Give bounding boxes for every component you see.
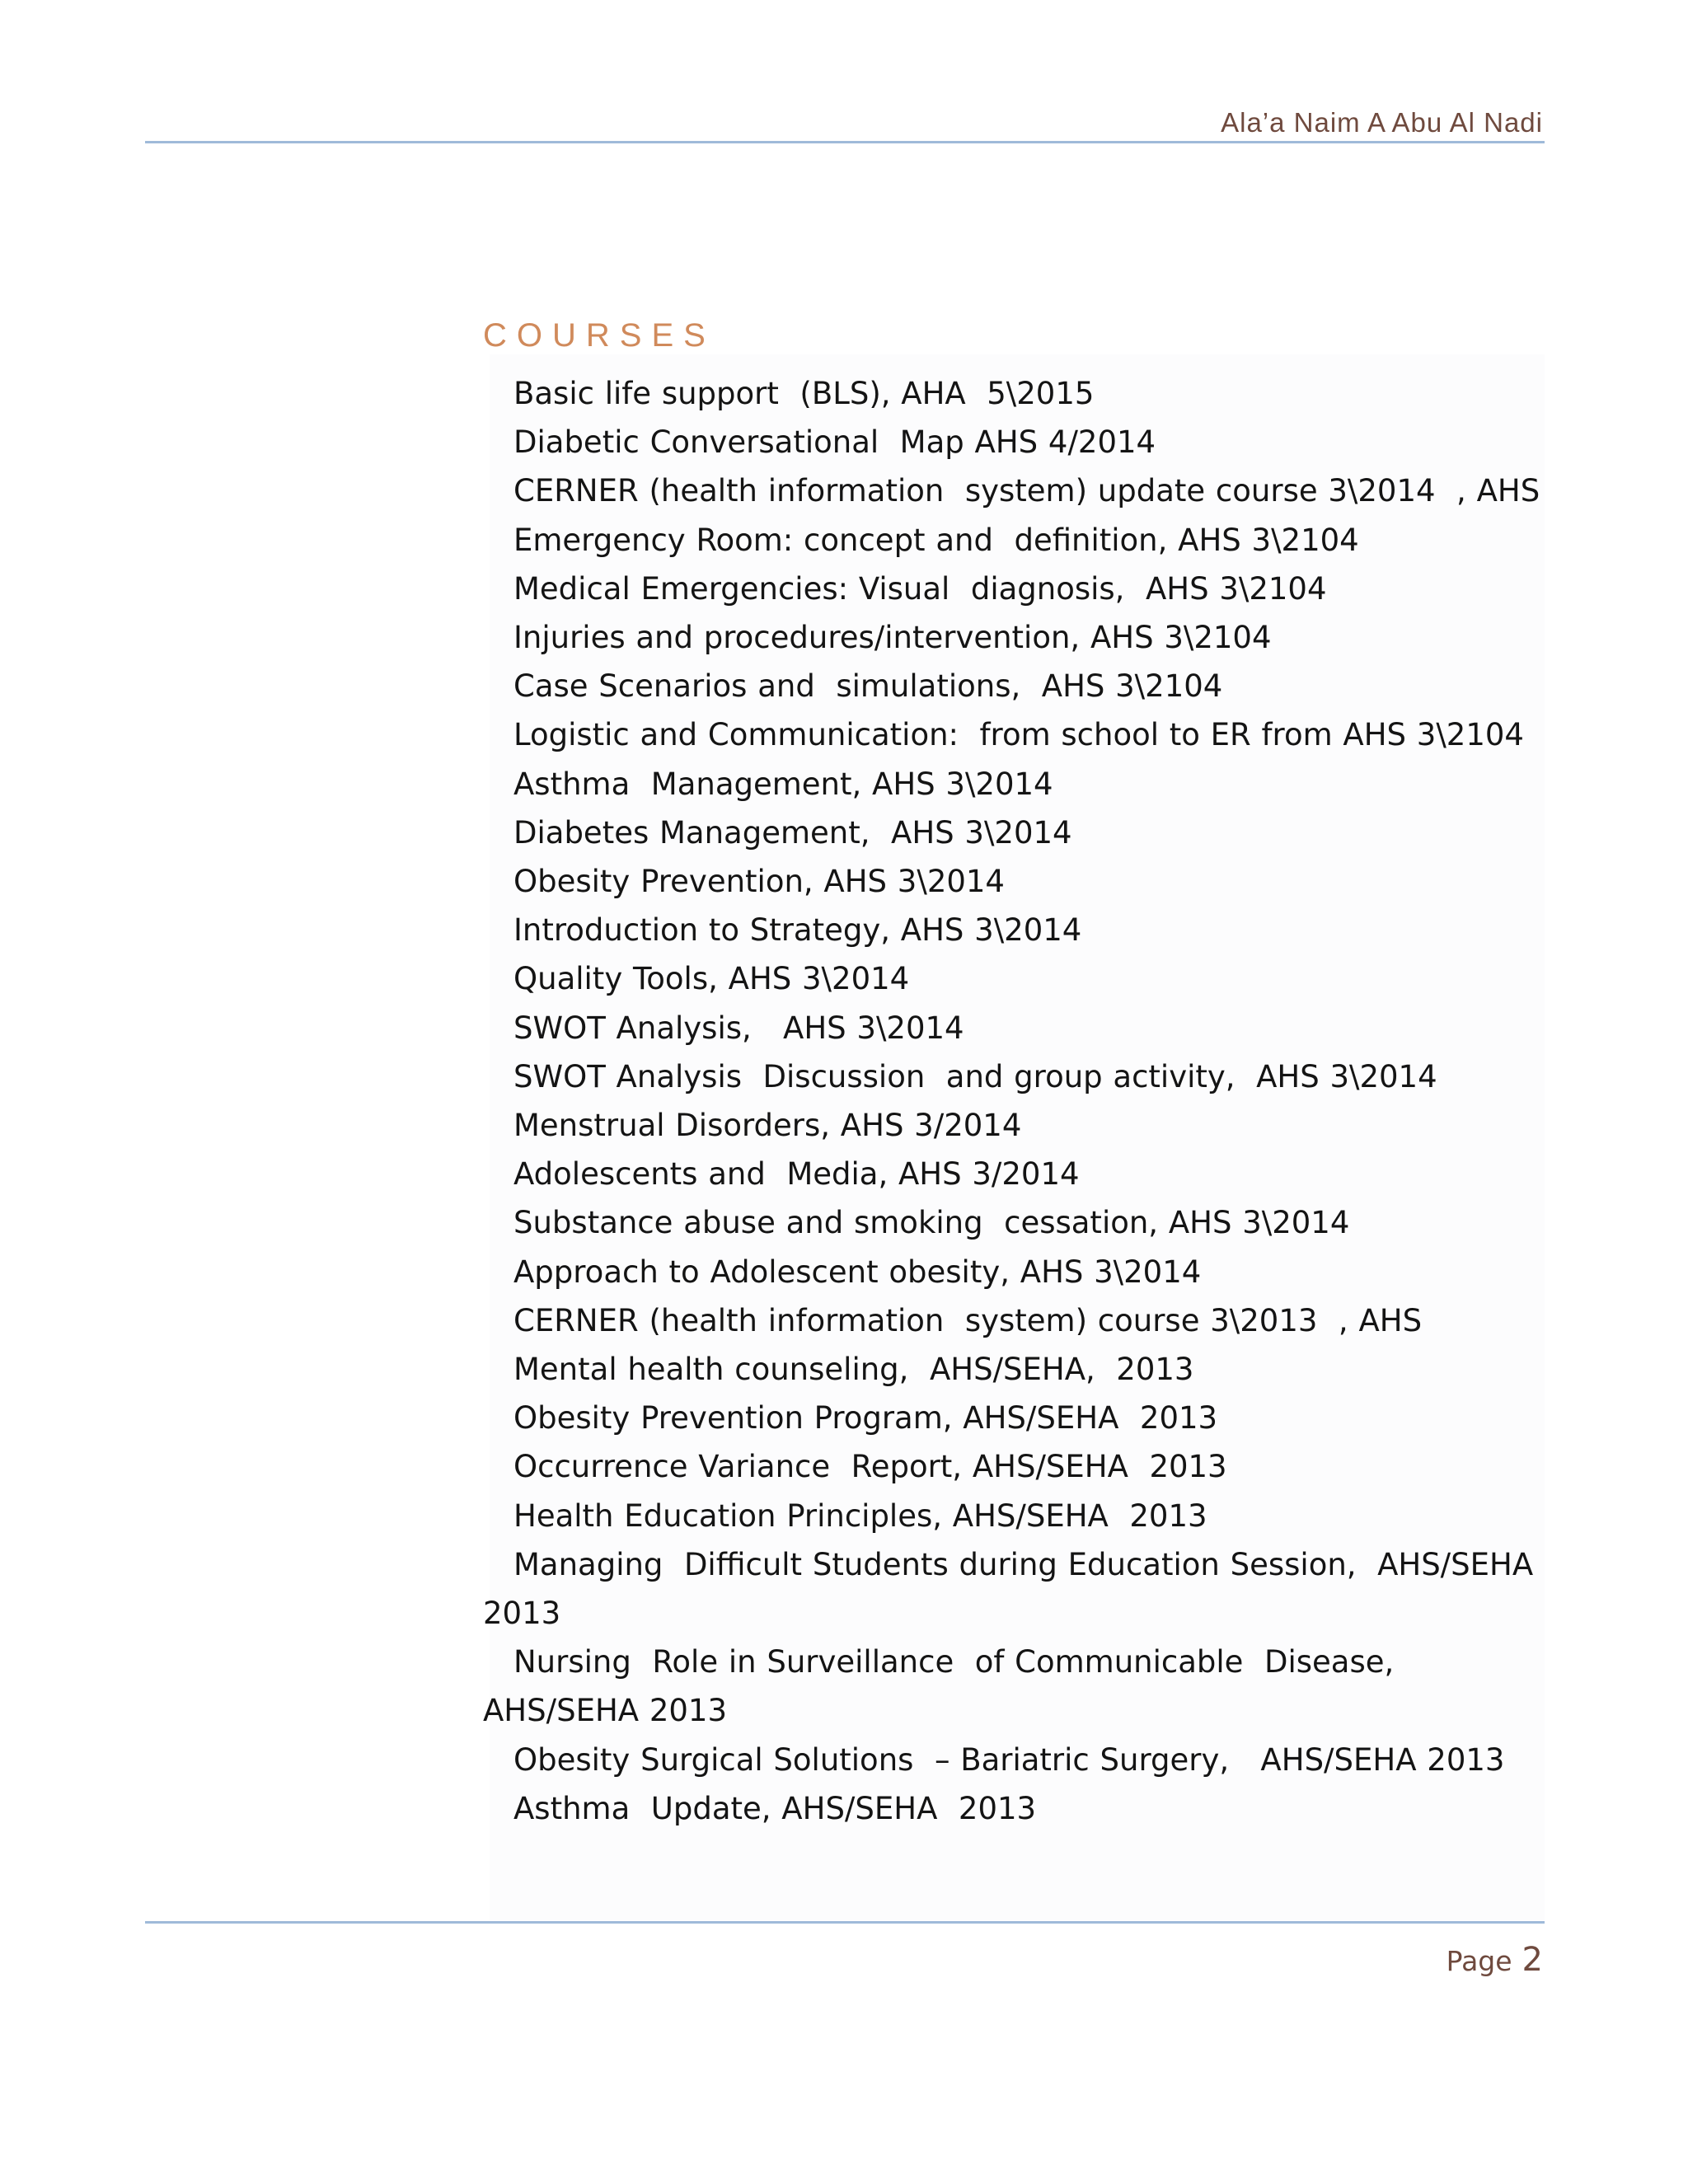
- course-item: Case Scenarios and simulations, AHS 3\2104: [513, 668, 1223, 705]
- course-item: Diabetes Management, AHS 3\2014: [513, 814, 1072, 851]
- course-item: Health Education Principles, AHS/SEHA 2013: [513, 1497, 1207, 1534]
- page-number: [1447, 1941, 1543, 1979]
- courses-list: [483, 369, 1554, 1833]
- section-title: COURSES: [483, 317, 715, 354]
- course-item: CERNER (health information system) course 3\2013 , AHS: [513, 1302, 1423, 1338]
- course-item: Occurrence Variance Report, AHS/SEHA 2013: [513, 1449, 1227, 1485]
- course-item: SWOT Analysis Discussion and group activity, AHS 3\2014: [513, 1058, 1437, 1094]
- course-item: Injuries and procedures/intervention, AHS 3\2104: [513, 620, 1272, 656]
- course-item: Substance abuse and smoking cessation, AHS 3\2014: [513, 1205, 1350, 1241]
- course-item: Emergency Room: concept and definition, AHS 3\2104: [513, 522, 1359, 558]
- course-item: Mental health counseling, AHS/SEHA, 2013: [513, 1352, 1194, 1388]
- course-item: Managing Difficult Students during Education Session, AHS/SEHA 2013: [483, 1546, 1544, 1632]
- course-item: Asthma Management, AHS 3\2014: [513, 766, 1053, 802]
- course-item: Logistic and Communication: from school to ER from AHS 3\2104: [513, 717, 1524, 753]
- header-rule: [145, 141, 1545, 143]
- header-author-name: Ala’a Naim A Abu Al Nadi: [1221, 107, 1543, 138]
- course-item: Quality Tools, AHS 3\2014: [513, 961, 910, 997]
- course-item: Introduction to Strategy, AHS 3\2014: [513, 912, 1082, 949]
- course-item: Diabetic Conversational Map AHS 4/2014: [513, 424, 1156, 461]
- page-number-value: 2: [1522, 1941, 1543, 1979]
- course-item: Obesity Surgical Solutions – Bariatric Surgery, AHS/SEHA 2013: [513, 1741, 1505, 1778]
- footer-rule: [145, 1921, 1545, 1924]
- course-item: Basic life support (BLS), AHA 5\2015: [513, 376, 1095, 411]
- course-item: CERNER (health information system) update course 3\2014 , AHS: [513, 473, 1540, 509]
- course-item: Obesity Prevention Program, AHS/SEHA 2013: [513, 1400, 1218, 1436]
- course-item: Nursing Role in Surveillance of Communicable Disease, AHS/SEHA 2013: [483, 1644, 1405, 1729]
- course-item: Medical Emergencies: Visual diagnosis, AHS 3\2104: [513, 570, 1327, 607]
- course-item: Adolescents and Media, AHS 3/2014: [513, 1156, 1080, 1193]
- page-label: Page: [1446, 1945, 1512, 1977]
- course-item: SWOT Analysis, AHS 3\2014: [513, 1010, 964, 1046]
- course-item: Asthma Update, AHS/SEHA 2013: [513, 1790, 1037, 1826]
- course-item: Obesity Prevention, AHS 3\2014: [513, 864, 1005, 900]
- course-item: Menstrual Disorders, AHS 3/2014: [513, 1108, 1022, 1144]
- course-item: Approach to Adolescent obesity, AHS 3\2014: [513, 1254, 1202, 1290]
